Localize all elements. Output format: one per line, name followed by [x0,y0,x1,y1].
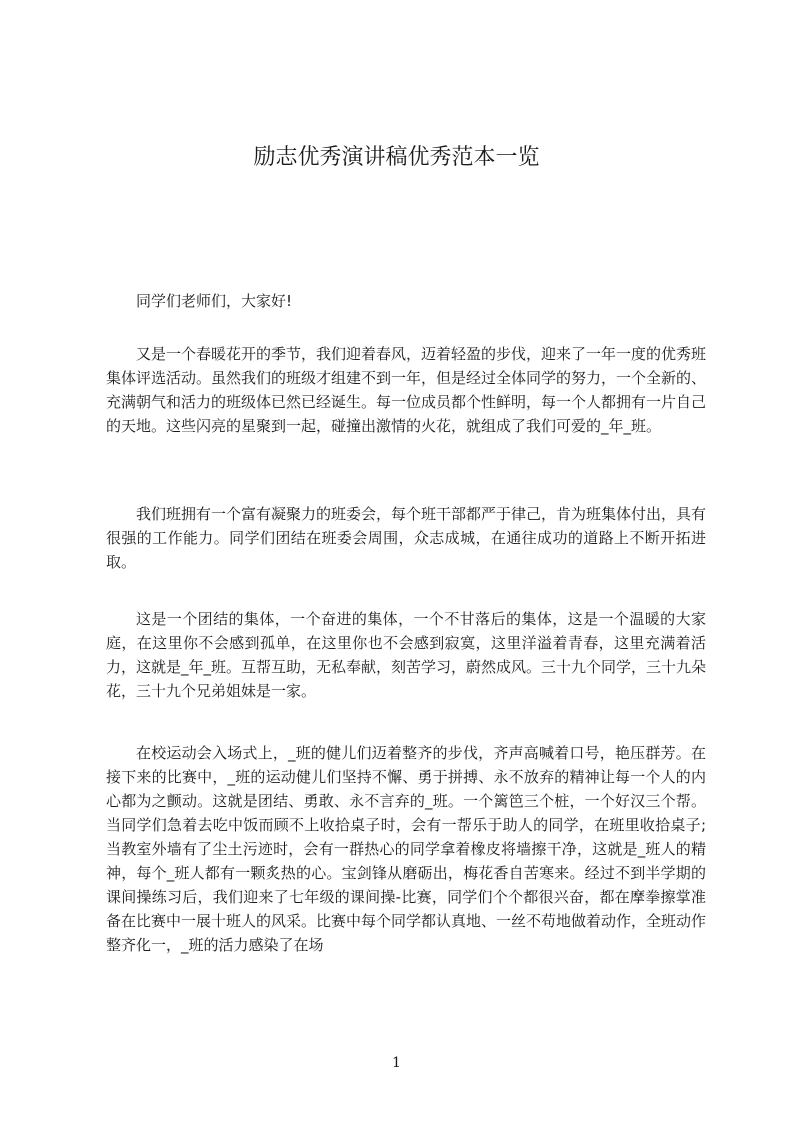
body-paragraph-4: 在校运动会入场式上，_班的健儿们迈着整齐的步伐，齐声高喊着口号，艳压群芳。在接下来的比赛中，_班的运动健儿们坚持不懈、勇于拼搏、永不放弃的精神让每一个人的内心都为之颤动。这就是团结、勇敢、永不言弃的_班。一个篱笆三个桩，一个好汉三个帮。当同学们急着去吃中饭而顾不上收拾桌子时，会有一帮乐于助人的同学，在班里收拾桌子;当教室外墙有了尘土污迹时，会有一群热心的同学拿着橡皮将墙擦干净，这就是_班人的精神，每个_班人都有一颗炙热的心。宝剑锋从磨砺出，梅花香自苦寒来。经过不到半学期的课间操练习后，我们迎来了七年级的课间操-比赛，同学们个个都很兴奋，都在摩拳擦掌准备在比赛中一展十班人的风采。比赛中每个同学都认真地、一丝不苟地做着动作，全班动作整齐化一，_班的活力感染了在场 [106,744,707,954]
page-number: 1 [392,1055,401,1071]
body-paragraph-1: 又是一个春暖花开的季节，我们迎着春风，迈着轻盈的步伐，迎来了一年一度的优秀班集体评选活动。虽然我们的班级才组建不到一年，但是经过全体同学的努力，一个全新的、充满朝气和活力的班级体已然已经诞生。每一位成员都个性鲜明，每一个人都拥有一片自己的天地。这些闪亮的星聚到一起，碰撞出激情的火花，就组成了我们可爱的_年_班。 [106,345,707,435]
body-paragraph-3: 这是一个团结的集体，一个奋进的集体，一个不甘落后的集体，这是一个温暖的大家庭，在这里你不会感到孤单，在这里你也不会感到寂寞，这里洋溢着青春，这里充满着活力，这就是_年_班。互帮互助，无私奉献，刻苦学习，蔚然成风。三十九个同学，三十九朵花，三十九个兄弟姐妹是一家。 [106,610,707,700]
body-paragraph-2: 我们班拥有一个富有凝聚力的班委会，每个班干部都严于律己，肯为班集体付出，具有很强的工作能力。同学们团结在班委会周围，众志成城，在通往成功的道路上不断开拓进取。 [106,505,707,571]
document-title: 励志优秀演讲稿优秀范本一览 [253,145,540,170]
greeting-paragraph: 同学们老师们，大家好! [136,292,293,310]
